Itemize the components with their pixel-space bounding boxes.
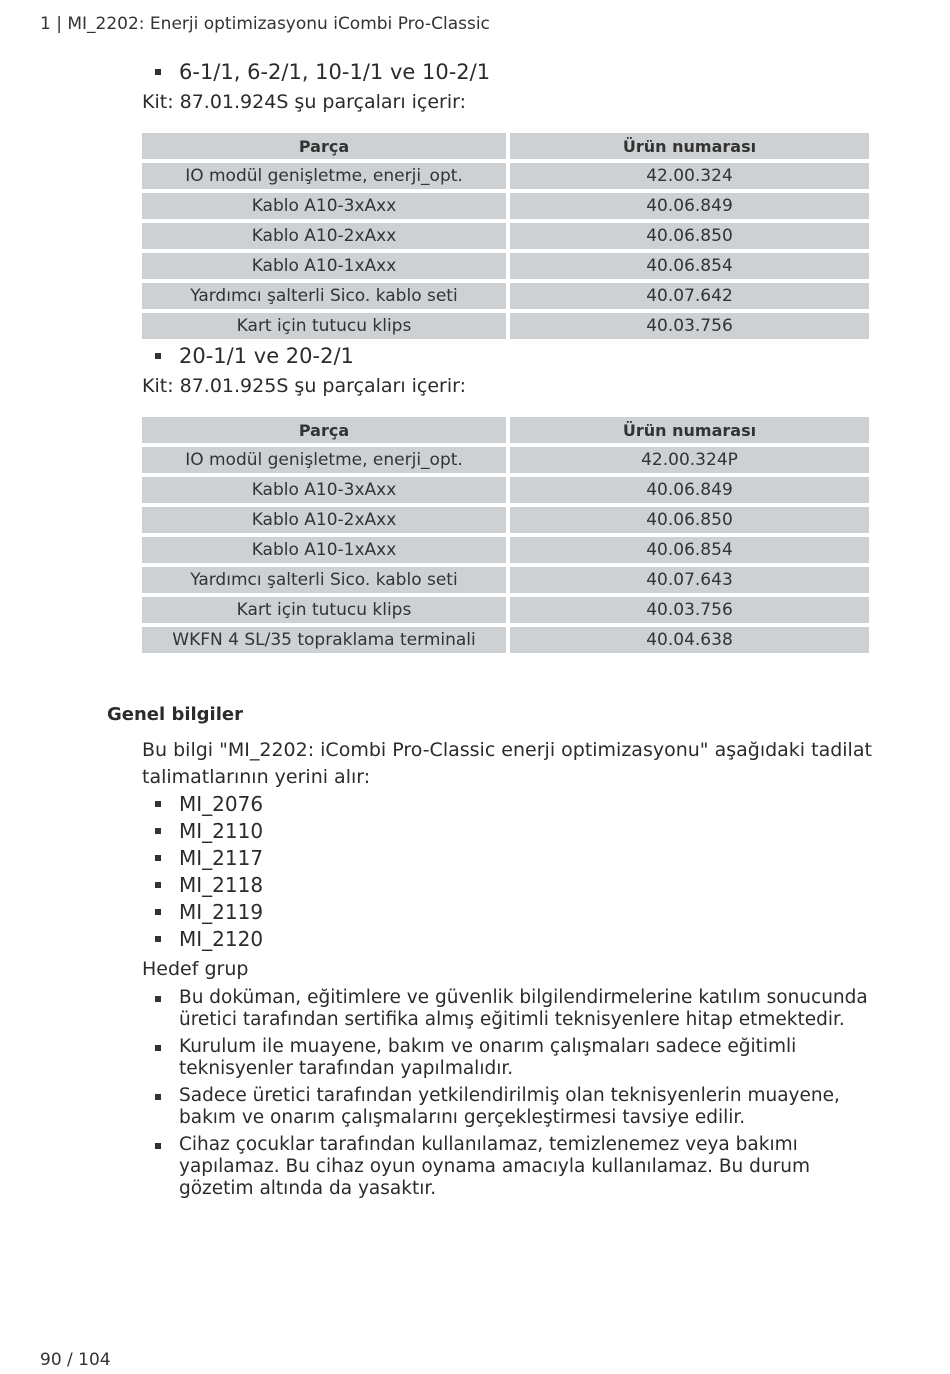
table-row [142, 567, 869, 593]
parts-table-1 [138, 129, 873, 343]
table-row [142, 313, 869, 339]
list-item-text: MI_2118 [179, 873, 264, 897]
product-number-cell: 40.06.854 [510, 537, 869, 563]
table-header-row [142, 417, 869, 443]
part-cell: Kart için tutucu klips [142, 313, 506, 339]
list-item-text: MI_2120 [179, 927, 264, 951]
bullet-square-icon [155, 996, 161, 1002]
column-header-part: Parça [142, 133, 506, 159]
table-row [142, 283, 869, 309]
table-row [142, 597, 869, 623]
model-bullet-2 [155, 344, 354, 368]
list-item [155, 1036, 885, 1080]
table-row [142, 477, 869, 503]
table-row [142, 447, 869, 473]
bullet-square-icon [155, 1045, 161, 1051]
model-bullet-1 [155, 60, 490, 84]
part-cell: IO modül genişletme, enerji_opt. [142, 447, 506, 473]
page-number: 90 / 104 [40, 1350, 111, 1370]
replaced-instructions-list [155, 792, 263, 954]
part-cell: Kablo A10-3xAxx [142, 193, 506, 219]
part-cell: IO modül genişletme, enerji_opt. [142, 163, 506, 189]
bullet-square-icon [155, 69, 161, 75]
bullet-square-icon [155, 801, 161, 807]
table-row [142, 193, 869, 219]
column-header-product-number: Ürün numarası [510, 133, 869, 159]
part-cell: Kablo A10-2xAxx [142, 507, 506, 533]
table-row [142, 627, 869, 653]
product-number-cell: 40.04.638 [510, 627, 869, 653]
table-row [142, 223, 869, 249]
part-cell: Kart için tutucu klips [142, 597, 506, 623]
list-item [155, 1085, 885, 1129]
product-number-cell: 40.06.849 [510, 193, 869, 219]
table-header-row [142, 133, 869, 159]
list-item [155, 900, 263, 927]
list-item [155, 927, 263, 954]
bullet-square-icon [155, 855, 161, 861]
section-title-general: Genel bilgiler [107, 704, 243, 725]
part-cell: Kablo A10-1xAxx [142, 537, 506, 563]
product-number-cell: 40.03.756 [510, 597, 869, 623]
part-cell: WKFN 4 SL/35 topraklama terminali [142, 627, 506, 653]
table-row [142, 507, 869, 533]
list-item [155, 987, 885, 1031]
product-number-cell: 40.06.850 [510, 223, 869, 249]
parts-table-2 [138, 413, 873, 657]
bullet-square-icon [155, 1143, 161, 1149]
list-item [155, 1134, 885, 1200]
list-item-text: Bu doküman, eğitimlere ve güvenlik bilgilendirmelerine katılım sonucunda üretici tarafından sertifika almış eğitimli teknisyenlere hitap etmektedir. [179, 987, 868, 1030]
page-header: 1 | MI_2202: Enerji optimizasyonu iCombi Pro-Classic [40, 14, 490, 34]
bullet-square-icon [155, 828, 161, 834]
list-item-text: Kurulum ile muayene, bakım ve onarım çalışmaları sadece eğitimli teknisyenler tarafından yapılmalıdır. [179, 1036, 797, 1079]
list-item-text: MI_2119 [179, 900, 264, 924]
product-number-cell: 40.07.643 [510, 567, 869, 593]
kit-label-2: Kit: 87.01.925S şu parçaları içerir: [142, 375, 467, 397]
bullet-square-icon [155, 936, 161, 942]
part-cell: Yardımcı şalterli Sico. kablo seti [142, 567, 506, 593]
product-number-cell: 42.00.324 [510, 163, 869, 189]
list-item [155, 792, 263, 819]
list-item-text: Sadece üretici tarafından yetkilendirilmiş olan teknisyenlerin muayene, bakım ve onarım çalışmalarını gerçekleştirmesi tavsiye edilir. [179, 1085, 840, 1128]
column-header-part: Parça [142, 417, 506, 443]
general-paragraph: Bu bilgi "MI_2202: iCombi Pro-Classic enerji optimizasyonu" aşağıdaki tadilat talimatlarının yerini alır: [142, 739, 872, 788]
list-item-text: MI_2117 [179, 846, 264, 870]
bullet-square-icon [155, 1094, 161, 1100]
list-item-text: MI_2076 [179, 792, 264, 816]
product-number-cell: 42.00.324P [510, 447, 869, 473]
model-bullet-text: 20-1/1 ve 20-2/1 [179, 344, 354, 368]
list-item-text: Cihaz çocuklar tarafından kullanılamaz, temizlenemez veya bakımı yapılamaz. Bu cihaz oyun oynama amacıyla kullanılamaz. Bu durum gözetim altında da yasaktır. [179, 1134, 810, 1199]
list-item [155, 819, 263, 846]
table-row [142, 537, 869, 563]
list-item [155, 846, 263, 873]
kit-label-1: Kit: 87.01.924S şu parçaları içerir: [142, 91, 467, 113]
part-cell: Kablo A10-2xAxx [142, 223, 506, 249]
target-group-list [155, 987, 885, 1205]
part-cell: Kablo A10-3xAxx [142, 477, 506, 503]
product-number-cell: 40.07.642 [510, 283, 869, 309]
list-item [155, 873, 263, 900]
product-number-cell: 40.06.849 [510, 477, 869, 503]
product-number-cell: 40.03.756 [510, 313, 869, 339]
product-number-cell: 40.06.850 [510, 507, 869, 533]
model-bullet-text: 6-1/1, 6-2/1, 10-1/1 ve 10-2/1 [179, 60, 491, 84]
product-number-cell: 40.06.854 [510, 253, 869, 279]
bullet-square-icon [155, 882, 161, 888]
target-group-label: Hedef grup [142, 958, 249, 980]
part-cell: Yardımcı şalterli Sico. kablo seti [142, 283, 506, 309]
bullet-square-icon [155, 353, 161, 359]
table-row [142, 163, 869, 189]
list-item-text: MI_2110 [179, 819, 264, 843]
table-row [142, 253, 869, 279]
column-header-product-number: Ürün numarası [510, 417, 869, 443]
bullet-square-icon [155, 909, 161, 915]
part-cell: Kablo A10-1xAxx [142, 253, 506, 279]
